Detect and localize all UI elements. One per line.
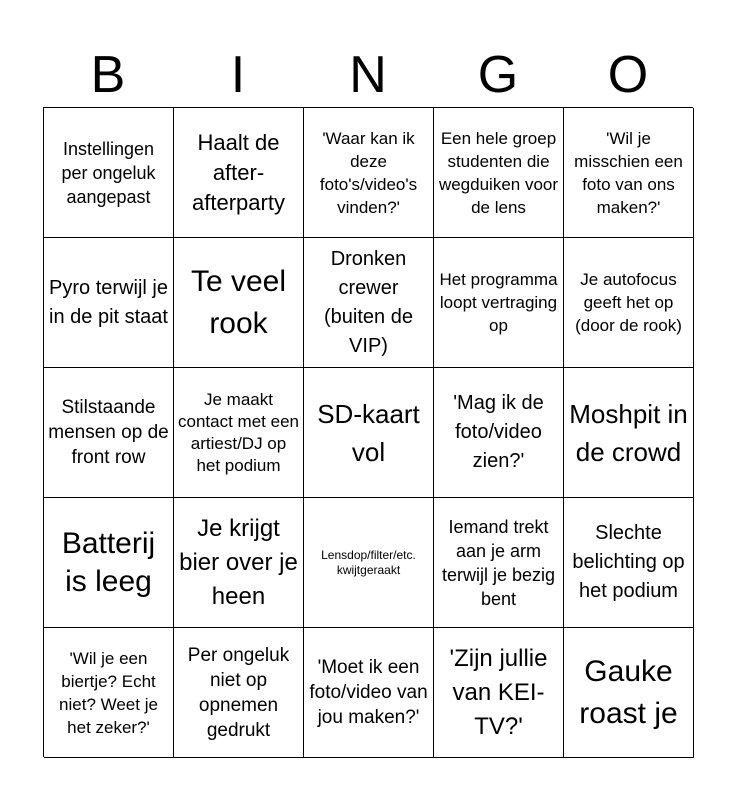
bingo-cell-text: Instellingen per ongeluk aangepast <box>61 138 156 207</box>
bingo-cell[interactable] <box>44 628 174 758</box>
bingo-cell[interactable] <box>304 498 434 628</box>
header-letter-i: I <box>230 46 246 104</box>
bingo-cell[interactable] <box>304 628 434 758</box>
bingo-cell-text: Iemand trekt aan je arm terwijl je bezig bent <box>441 516 556 609</box>
bingo-cell[interactable] <box>174 368 304 498</box>
bingo-card-grid <box>43 107 693 757</box>
bingo-cell[interactable] <box>564 498 694 628</box>
bingo-cell-text: Je maakt contact met een artiest/DJ op het podium <box>178 389 299 475</box>
bingo-cell-text: Per ongeluk niet op opnemen gedrukt <box>187 644 290 741</box>
bingo-cell-text: 'Wil je misschien een foto van ons maken?' <box>574 128 683 217</box>
bingo-cell[interactable] <box>44 108 174 238</box>
bingo-cell-text: 'Zijn jullie van KEI-TV?' <box>449 644 548 740</box>
bingo-cell-text: Batterij is leeg <box>61 526 156 598</box>
bingo-header <box>43 44 693 106</box>
bingo-cell[interactable] <box>174 108 304 238</box>
bingo-cell[interactable] <box>564 368 694 498</box>
bingo-cell[interactable] <box>174 238 304 368</box>
bingo-cell-text: Slechte belichting op het podium <box>572 522 685 602</box>
bingo-cell[interactable] <box>44 238 174 368</box>
header-letter-n: N <box>349 46 387 104</box>
bingo-cell-text: Gauke roast je <box>579 654 678 730</box>
bingo-cell-text: SD-kaart vol <box>317 398 420 467</box>
bingo-cell-text: Moshpit in de crowd <box>569 398 688 467</box>
bingo-cell-text: Pyro terwijl je in de pit staat <box>49 276 168 328</box>
bingo-cell[interactable] <box>564 628 694 758</box>
bingo-cell[interactable] <box>434 368 564 498</box>
bingo-cell[interactable] <box>434 628 564 758</box>
bingo-cell-text: 'Wil je een biertje? Echt niet? Weet je het zeker?' <box>59 648 158 737</box>
header-letter-g: G <box>477 46 519 104</box>
bingo-cell[interactable] <box>304 108 434 238</box>
bingo-cell-text: Lensdop/filter/etc. kwijtgeraakt <box>321 547 416 577</box>
bingo-cell[interactable] <box>434 238 564 368</box>
bingo-cell-text: 'Moet ik een foto/video van jou maken?' <box>309 657 428 728</box>
bingo-cell[interactable] <box>174 498 304 628</box>
bingo-cell-text: Een hele groep studenten die wegduiken voor de lens <box>438 128 559 217</box>
bingo-cell-text: Je autofocus geeft het op (door de rook) <box>575 270 682 335</box>
bingo-cell[interactable] <box>174 628 304 758</box>
bingo-cell-text: Haalt de after-afterparty <box>192 129 285 215</box>
bingo-cell[interactable] <box>434 108 564 238</box>
bingo-cell[interactable] <box>564 108 694 238</box>
bingo-cell-text: Stilstaande mensen op de front row <box>48 397 169 468</box>
bingo-cell-text: Dronken crewer (buiten de VIP) <box>324 247 413 357</box>
bingo-cell[interactable] <box>44 498 174 628</box>
bingo-cell[interactable] <box>44 368 174 498</box>
bingo-cell-text: 'Mag ik de foto/video zien?' <box>453 392 544 472</box>
bingo-cell[interactable] <box>564 238 694 368</box>
bingo-cell[interactable] <box>304 238 434 368</box>
bingo-cell-text: Te veel rook <box>190 264 287 340</box>
bingo-cell[interactable] <box>434 498 564 628</box>
bingo-cell-text: 'Waar kan ik deze foto's/video's vinden?' <box>319 128 418 217</box>
bingo-cell-text: Het programma loopt vertraging op <box>439 270 558 335</box>
bingo-cell[interactable] <box>304 368 434 498</box>
header-letter-b: B <box>90 46 126 104</box>
bingo-cell-text: Je krijgt bier over je heen <box>179 514 298 610</box>
header-letter-o: O <box>607 46 649 104</box>
